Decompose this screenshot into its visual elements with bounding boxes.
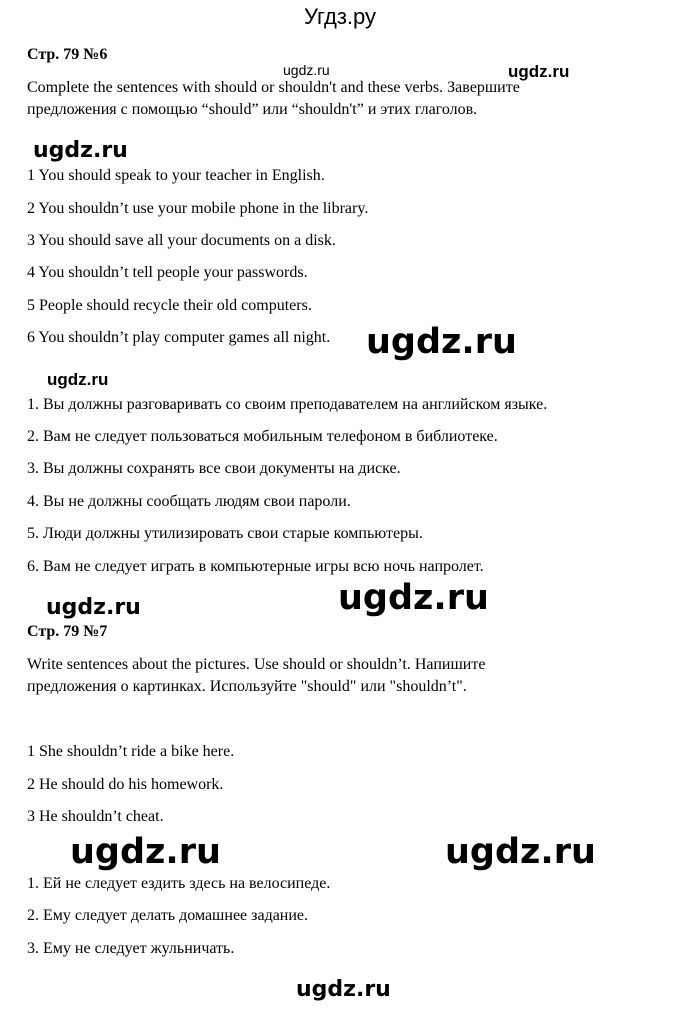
watermark: ugdz.ru — [445, 832, 596, 872]
watermark: ugdz.ru — [283, 62, 330, 78]
answer-en: 6 You shouldn’t play computer games all night. — [27, 329, 331, 346]
watermark: ugdz.ru — [508, 62, 570, 81]
answer-en: 1 You should speak to your teacher in English. — [27, 167, 325, 184]
answer-en: 5 People should recycle their old computers. — [27, 297, 312, 314]
watermark: ugdz.ru — [296, 977, 391, 1002]
section1-instruction-line: Complete the sentences with should or shouldn't and these verbs. Завершите — [27, 79, 520, 96]
answer-en: 1 She shouldn’t ride a bike here. — [27, 743, 235, 760]
watermark: ugdz.ru — [338, 578, 489, 618]
answer-en: 2 He should do his homework. — [27, 776, 224, 793]
answer-ru: 3. Ему не следует жульничать. — [27, 940, 235, 957]
answer-ru: 4. Вы не должны сообщать людям свои пароли. — [27, 493, 351, 510]
section1-instruction-line: предложения с помощью “should” или “shouldn't” и этих глаголов. — [27, 101, 478, 118]
watermark: ugdz.ru — [47, 370, 109, 389]
answer-ru: 2. Вам не следует пользоваться мобильным телефоном в библиотеке. — [27, 428, 498, 445]
section2-instruction-line: предложения о картинках. Используйте "should" или "shouldn’t". — [27, 678, 467, 695]
answer-ru: 1. Ей не следует ездить здесь на велосипеде. — [27, 875, 331, 892]
watermark: ugdz.ru — [33, 138, 128, 163]
answer-ru: 1. Вы должны разговаривать со своим преподавателем на английском языке. — [27, 396, 548, 413]
answer-en: 3 He shouldn’t cheat. — [27, 808, 164, 825]
answer-ru: 5. Люди должны утилизировать свои старые компьютеры. — [27, 525, 423, 542]
section2-heading: Стр. 79 №7 — [27, 623, 108, 640]
watermark: ugdz.ru — [366, 322, 517, 362]
section2-instruction-line: Write sentences about the pictures. Use should or shouldn’t. Напишите — [27, 656, 486, 673]
answer-en: 3 You should save all your documents on a disk. — [27, 232, 336, 249]
section1-heading: Стр. 79 №6 — [27, 46, 108, 63]
answer-en: 2 You shouldn’t use your mobile phone in the library. — [27, 200, 369, 217]
answer-ru: 6. Вам не следует играть в компьютерные игры всю ночь напролет. — [27, 558, 484, 575]
watermark: ugdz.ru — [46, 595, 141, 620]
watermark: ugdz.ru — [70, 832, 221, 872]
answer-ru: 2. Ему следует делать домашнее задание. — [27, 907, 309, 924]
answer-en: 4 You shouldn’t tell people your passwords. — [27, 264, 308, 281]
answer-ru: 3. Вы должны сохранять все свои документы на диске. — [27, 460, 401, 477]
site-title: Угдз.ру — [303, 4, 377, 29]
